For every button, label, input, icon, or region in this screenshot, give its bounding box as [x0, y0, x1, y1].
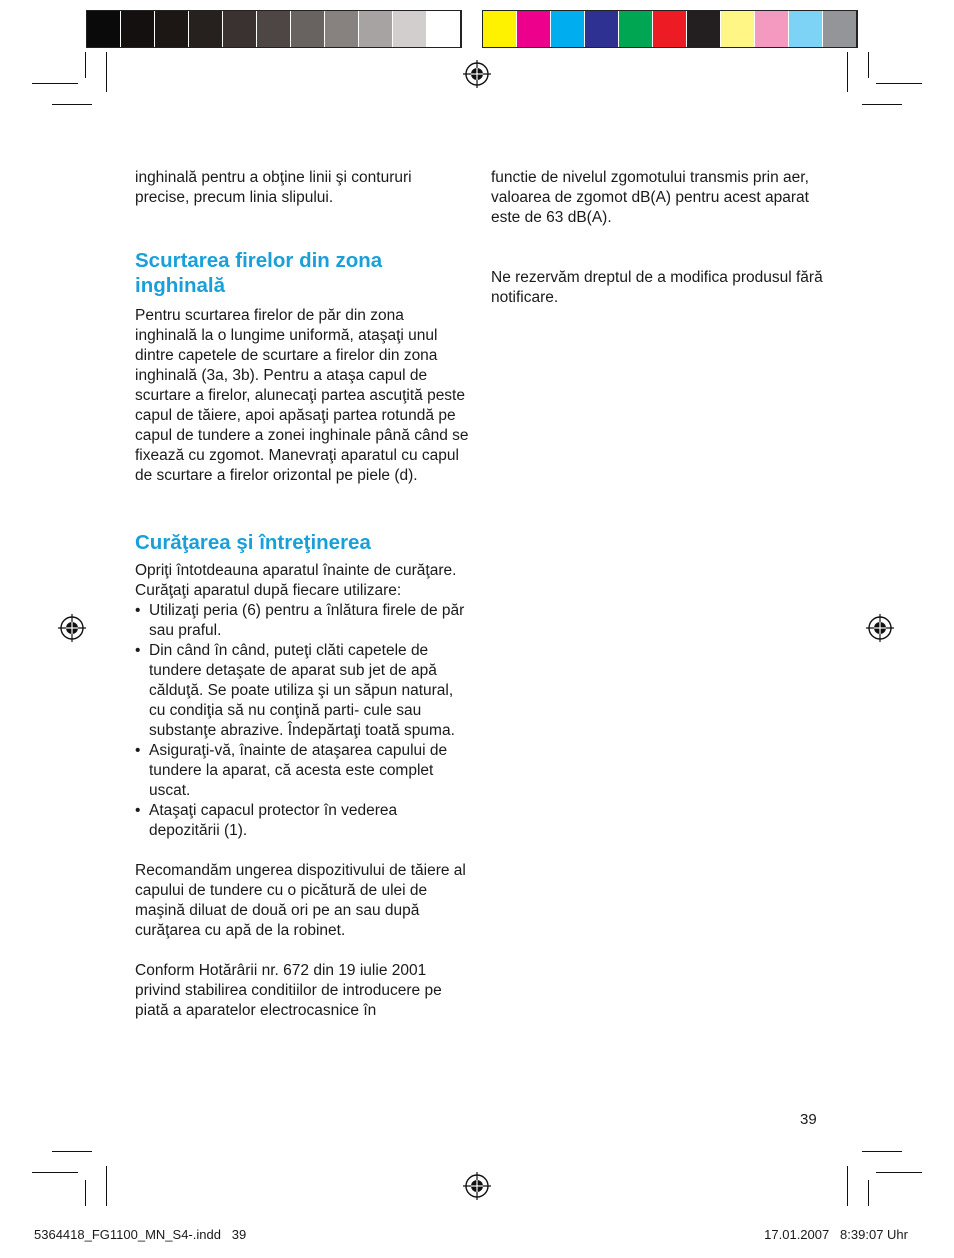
crop-mark: [32, 83, 78, 84]
color-swatch: [789, 11, 823, 47]
color-swatch: [427, 11, 461, 47]
footer-datetime: 17.01.2007 8:39:07 Uhr: [764, 1227, 908, 1242]
color-swatch: [619, 11, 653, 47]
footer-file-info: 5364418_FG1100_MN_S4-.indd 39: [34, 1227, 247, 1242]
color-swatch: [823, 11, 857, 47]
color-swatch: [517, 11, 551, 47]
color-swatch: [551, 11, 585, 47]
crop-mark: [106, 52, 107, 92]
list-item: • Utilizaţi peria (6) pentru a înlătura firele de păr sau praful.: [135, 601, 469, 641]
color-swatch: [393, 11, 427, 47]
crop-mark: [85, 1180, 86, 1206]
crop-mark: [876, 1172, 922, 1173]
color-swatch: [721, 11, 755, 47]
trimming-body: Pentru scurtarea firelor de păr din zona inghinală la o lungime uniformă, ataşaţi unul dintre capetele de scurtare a firelor din zona inghinală (3a, 3b). Pentru a ataşa capul de scurtare a firelor, alunecaţi partea ascuţită peste capul de tăiere, apoi apăsaţi partea rotundă pe capul de tundere a zonei inghinale până când se fixează cu zgomot. Manevraţi aparatul cu capul de scurtare a firelor orizontal pe piele (d).: [135, 307, 469, 484]
color-swatch: [359, 11, 393, 47]
cleaning-bullet-list: [135, 601, 469, 841]
crop-mark: [862, 104, 902, 105]
crop-mark: [106, 1166, 107, 1206]
color-calibration-bar: [482, 10, 858, 48]
registration-mark-icon: [463, 60, 491, 88]
color-swatch: [653, 11, 687, 47]
left-column: [135, 168, 469, 1021]
section-heading-trimming: Scurtarea firelor din zona inghinală: [135, 249, 383, 297]
regulation-text: Conform Hotărârii nr. 672 din 19 iulie 2001 privind stabilirea conditiilor de introducere pe piată a aparatelor electrocasnice în: [135, 962, 442, 1019]
registration-mark-icon: [58, 614, 86, 642]
color-swatch: [325, 11, 359, 47]
crop-mark: [868, 52, 869, 78]
rights-text: Ne rezervăm dreptul de a modifica produsul fără notificare.: [491, 269, 823, 306]
crop-mark: [32, 1172, 78, 1173]
color-swatch: [121, 11, 155, 47]
crop-mark: [52, 104, 92, 105]
crop-mark: [868, 1180, 869, 1206]
color-swatch: [223, 11, 257, 47]
page-number: 39: [800, 1111, 817, 1128]
color-swatch: [687, 11, 721, 47]
color-swatch: [585, 11, 619, 47]
registration-mark-icon: [866, 614, 894, 642]
registration-mark-icon: [463, 1172, 491, 1200]
crop-mark: [876, 83, 922, 84]
list-item: • Asiguraţi-vă, înainte de ataşarea capului de tundere la aparat, că acesta este complet uscat.: [135, 741, 469, 801]
noise-text: functie de nivelul zgomotului transmis prin aer, valoarea de zgomot dB(A) pentru acest aparat este de 63 dB(A).: [491, 169, 809, 226]
list-item: • Din când în când, puteţi clăti capetele de tundere detaşate de aparat sub jet de apă călduţă. Se poate utiliza şi un săpun natural, cu condiţia să nu conţină parti- cule sau substanţe abrazive. Îndepărtaţi toată spuma.: [135, 641, 469, 741]
color-swatch: [155, 11, 189, 47]
oil-text: Recomandăm ungerea dispozitivului de tăiere al capului de tundere cu o picătură de ulei de maşină diluat de două ori pe an sau după curăţarea cu apă de la robinet.: [135, 862, 466, 939]
crop-mark: [85, 52, 86, 78]
color-swatch: [755, 11, 789, 47]
section-heading-cleaning: Curăţarea şi întreţinerea: [135, 531, 371, 554]
color-swatch: [87, 11, 121, 47]
color-swatch: [257, 11, 291, 47]
crop-mark: [847, 52, 848, 92]
right-column: [491, 168, 825, 308]
intro-text: inghinală pentru a obţine linii şi contururi precise, precum linia slipului.: [135, 169, 412, 206]
color-swatch: [189, 11, 223, 47]
cleaning-intro: Opriţi întotdeauna aparatul înainte de curăţare. Curăţaţi aparatul după fiecare utilizare:: [135, 562, 457, 599]
grey-calibration-bar: [86, 10, 462, 48]
crop-mark: [847, 1166, 848, 1206]
color-swatch: [291, 11, 325, 47]
list-item: • Ataşaţi capacul protector în vederea depozitării (1).: [135, 801, 469, 841]
color-swatch: [483, 11, 517, 47]
crop-mark: [862, 1151, 902, 1152]
crop-mark: [52, 1151, 92, 1152]
